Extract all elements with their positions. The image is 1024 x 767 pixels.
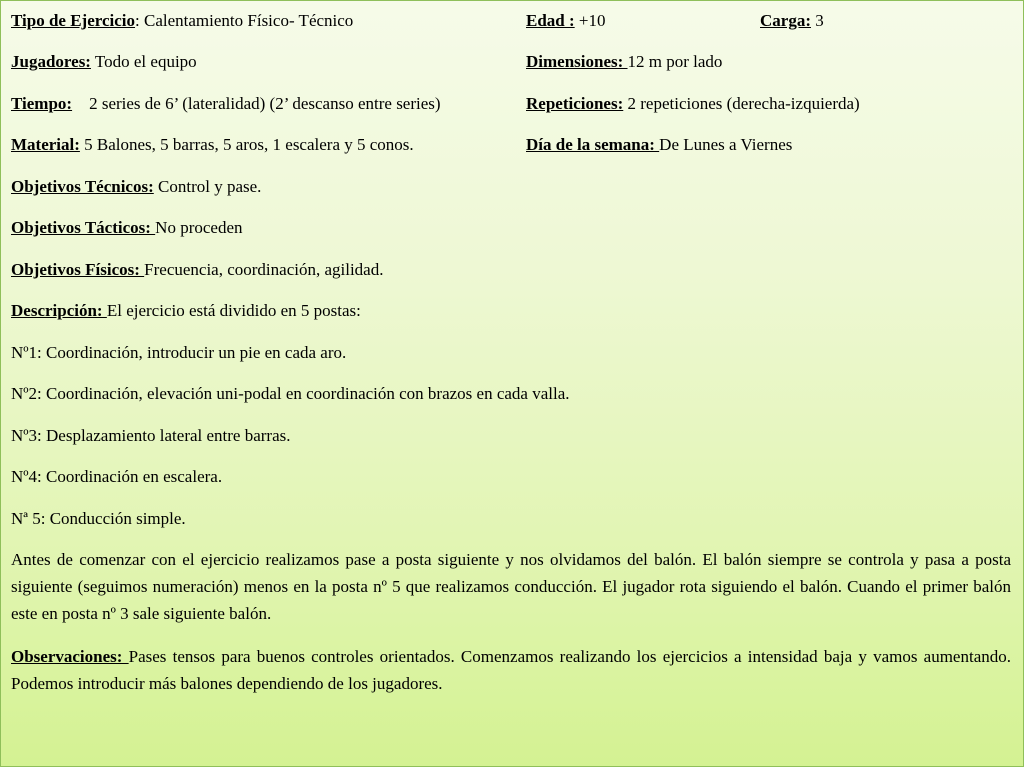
descripcion-value: El ejercicio está dividido en 5 postas: <box>106 301 361 320</box>
tipo-ejercicio-value: : Calentamiento Físico- Técnico <box>135 11 354 30</box>
observaciones-label: Observaciones: <box>11 647 129 666</box>
observaciones <box>11 643 1011 697</box>
objetivos-fisicos <box>11 260 383 280</box>
jugadores-label: Jugadores: <box>11 52 91 71</box>
jugadores-value: Todo el equipo <box>90 52 197 71</box>
posta-5: Nª 5: Conducción simple. <box>11 509 186 528</box>
repeticiones-value: 2 repeticiones (derecha-izquierda) <box>623 94 860 113</box>
repeticiones <box>526 94 860 114</box>
material-label: Material: <box>11 135 80 154</box>
material-value: 5 Balones, 5 barras, 5 aros, 1 escalera y 5 conos. <box>79 135 414 154</box>
carga-value: 3 <box>810 11 824 30</box>
dia-semana <box>526 135 792 155</box>
objetivos-tacticos-value: No proceden <box>155 218 243 237</box>
posta-2: Nº2: Coordinación, elevación uni-podal en coordinación con brazos en cada valla. <box>11 384 570 403</box>
edad <box>526 11 606 31</box>
objetivos-fisicos-label: Objetivos Físicos: <box>11 260 145 279</box>
dia-semana-value: De Lunes a Viernes <box>659 135 793 154</box>
material <box>11 135 414 155</box>
descripcion <box>11 301 361 321</box>
dimensiones <box>526 52 722 72</box>
observaciones-value: Pases tensos para buenos controles orientados. Comenzamos realizando los ejercicios a intensidad baja y vamos aumentando. Podemos introducir más balones dependiendo de los jugadores. <box>11 647 1011 693</box>
tiempo-value: 2 series de 6’ (lateralidad) (2’ descanso entre series) <box>72 94 441 113</box>
posta-3: Nº3: Desplazamiento lateral entre barras. <box>11 426 291 445</box>
descripcion-parrafo: Antes de comenzar con el ejercicio realizamos pase a posta siguiente y nos olvidamos del balón. El balón siempre se controla y pasa a posta siguiente (seguimos numeración) menos en la posta nº 5 que realizamos conducción. El jugador rota siguiendo el balón. Cuando el primer balón este en posta nº 3 sale siguiente balón. <box>11 550 1011 623</box>
edad-label: Edad : <box>526 11 575 30</box>
posta-1: Nº1: Coordinación, introducir un pie en cada aro. <box>11 343 347 362</box>
tiempo-label: Tiempo: <box>11 94 73 113</box>
objetivos-tacticos <box>11 218 243 238</box>
repeticiones-label: Repeticiones: <box>526 94 624 113</box>
dimensiones-value: 12 m por lado <box>627 52 723 71</box>
jugadores <box>11 52 197 72</box>
dimensiones-label: Dimensiones: <box>526 52 628 71</box>
tipo-ejercicio-label: Tipo de Ejercicio <box>11 11 136 30</box>
objetivos-tecnicos <box>11 177 261 197</box>
objetivos-tacticos-label: Objetivos Tácticos: <box>11 218 156 237</box>
descripcion-label: Descripción: <box>11 301 107 320</box>
tipo-ejercicio <box>11 11 353 31</box>
carga-label: Carga: <box>760 11 811 30</box>
objetivos-tecnicos-label: Objetivos Técnicos: <box>11 177 154 196</box>
edad-value: +10 <box>574 11 606 30</box>
tiempo <box>11 94 441 114</box>
carga <box>760 11 824 31</box>
objetivos-fisicos-value: Frecuencia, coordinación, agilidad. <box>144 260 384 279</box>
objetivos-tecnicos-value: Control y pase. <box>153 177 262 196</box>
posta-4: Nº4: Coordinación en escalera. <box>11 467 223 486</box>
dia-semana-label: Día de la semana: <box>526 135 660 154</box>
